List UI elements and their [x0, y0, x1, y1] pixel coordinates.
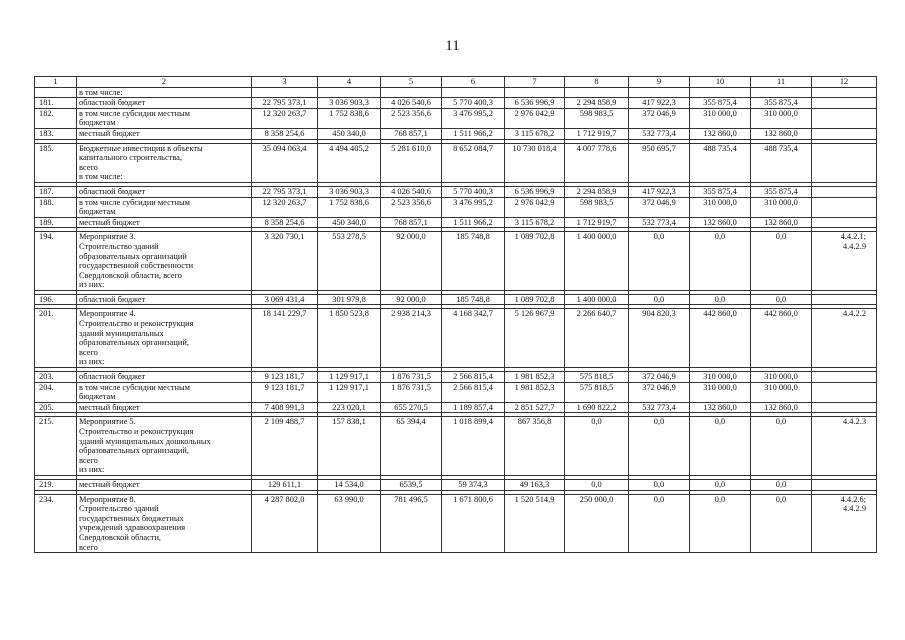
- row-name: местный бюджет: [77, 217, 252, 228]
- table-row: [35, 197, 877, 217]
- value-cell: 904 820,3: [629, 309, 690, 368]
- value-cell: 1 189 857,4: [442, 402, 505, 413]
- value-cell: 310 000,0: [690, 108, 751, 128]
- table-row: [35, 294, 877, 305]
- value-cell: [318, 87, 381, 98]
- value-cell: 8 358 254,6: [252, 128, 318, 139]
- value-cell: 450 340,0: [318, 128, 381, 139]
- value-cell: 553 278,5: [318, 232, 381, 291]
- table-row: [35, 143, 877, 182]
- value-cell: 4 287 802,0: [252, 494, 318, 553]
- value-cell: 0,0: [751, 294, 812, 305]
- value-cell: 250 000,0: [565, 494, 629, 553]
- column-header: 12: [812, 77, 877, 88]
- value-cell: 1 690 822,2: [565, 402, 629, 413]
- value-cell: 3 320 730,1: [252, 232, 318, 291]
- value-cell: 1 876 731,5: [381, 372, 442, 383]
- table-row: [35, 108, 877, 128]
- value-cell: 132 860,0: [751, 128, 812, 139]
- value-cell: 4 026 540,6: [381, 98, 442, 109]
- value-cell: 310 000,0: [751, 108, 812, 128]
- value-cell: 372 046,9: [629, 372, 690, 383]
- column-header: 7: [505, 77, 565, 88]
- page-number: 11: [445, 38, 460, 54]
- value-cell: 1 752 838,6: [318, 197, 381, 217]
- value-cell: 22 795 373,1: [252, 98, 318, 109]
- value-cell: 950 695,7: [629, 143, 690, 182]
- value-cell: 3 115 678,2: [505, 128, 565, 139]
- row-number: 189.: [35, 217, 77, 228]
- value-cell: 2 851 527,7: [505, 402, 565, 413]
- target-code: [812, 128, 877, 139]
- value-cell: 0,0: [629, 494, 690, 553]
- value-cell: 9 123 181,7: [252, 372, 318, 383]
- value-cell: 0,0: [690, 232, 751, 291]
- value-cell: 132 860,0: [751, 402, 812, 413]
- value-cell: 781 496,5: [381, 494, 442, 553]
- value-cell: 4 494 405,2: [318, 143, 381, 182]
- row-number: 196.: [35, 294, 77, 305]
- row-name: Мероприятие 5. Строительство и реконструкция зданий муниципальных дошкольных образовательных организаций, всего из них:: [77, 417, 252, 476]
- value-cell: 0,0: [629, 479, 690, 490]
- row-name: местный бюджет: [77, 402, 252, 413]
- row-name: в том числе:: [77, 87, 252, 98]
- value-cell: 18 141 229,7: [252, 309, 318, 368]
- value-cell: 0,0: [690, 417, 751, 476]
- value-cell: 310 000,0: [751, 197, 812, 217]
- value-cell: 355 875,4: [751, 98, 812, 109]
- table-row: [35, 217, 877, 228]
- value-cell: 532 773,4: [629, 217, 690, 228]
- target-code: [812, 197, 877, 217]
- value-cell: 1 981 852,3: [505, 382, 565, 402]
- row-number: 182.: [35, 108, 77, 128]
- value-cell: 4 007 778,6: [565, 143, 629, 182]
- table-row: [35, 98, 877, 109]
- target-code: [812, 479, 877, 490]
- value-cell: 2 938 214,3: [381, 309, 442, 368]
- value-cell: [751, 87, 812, 98]
- value-cell: 49 163,3: [505, 479, 565, 490]
- row-number: 194.: [35, 232, 77, 291]
- target-code: [812, 294, 877, 305]
- value-cell: 1 089 702,8: [505, 232, 565, 291]
- value-cell: [690, 87, 751, 98]
- table-header-row: [35, 77, 877, 88]
- value-cell: 1 018 899,4: [442, 417, 505, 476]
- value-cell: 1 520 514,9: [505, 494, 565, 553]
- value-cell: 0,0: [751, 479, 812, 490]
- value-cell: 488 735,4: [690, 143, 751, 182]
- value-cell: 65 394,4: [381, 417, 442, 476]
- table-row: [35, 417, 877, 476]
- value-cell: 372 046,9: [629, 108, 690, 128]
- row-number: 219.: [35, 479, 77, 490]
- target-code: [812, 372, 877, 383]
- row-number: 215.: [35, 417, 77, 476]
- value-cell: 417 922,3: [629, 186, 690, 197]
- row-name: Мероприятие 3. Строительство зданий образовательных организаций государственной собственности Свердловской области, всего из них:: [77, 232, 252, 291]
- row-number: 205.: [35, 402, 77, 413]
- value-cell: 310 000,0: [751, 372, 812, 383]
- value-cell: 488 735,4: [751, 143, 812, 182]
- value-cell: 2 109 488,7: [252, 417, 318, 476]
- table-row: [35, 382, 877, 402]
- row-name: местный бюджет: [77, 128, 252, 139]
- value-cell: 5 770 400,3: [442, 186, 505, 197]
- column-header: 10: [690, 77, 751, 88]
- target-code: 4.4.2.1; 4.4.2.9: [812, 232, 877, 291]
- value-cell: 132 860,0: [690, 128, 751, 139]
- value-cell: 2 976 042,9: [505, 197, 565, 217]
- value-cell: 768 857,1: [381, 217, 442, 228]
- value-cell: 1 981 852,3: [505, 372, 565, 383]
- value-cell: 92 000,0: [381, 232, 442, 291]
- column-header: 3: [252, 77, 318, 88]
- value-cell: 2 523 356,6: [381, 197, 442, 217]
- table-row: [35, 186, 877, 197]
- row-number: 204.: [35, 382, 77, 402]
- value-cell: 450 340,0: [318, 217, 381, 228]
- value-cell: 63 990,0: [318, 494, 381, 553]
- table-row: [35, 402, 877, 413]
- column-header: 2: [77, 77, 252, 88]
- target-code: 4.4.2.6; 4.4.2.9: [812, 494, 877, 553]
- row-name: Мероприятие 8. Строительство зданий государственных бюджетных учреждений здравоохранения Свердловской области, всего: [77, 494, 252, 553]
- column-header: 4: [318, 77, 381, 88]
- value-cell: [505, 87, 565, 98]
- value-cell: 655 270,5: [381, 402, 442, 413]
- value-cell: [442, 87, 505, 98]
- value-cell: 3 036 903,3: [318, 186, 381, 197]
- value-cell: 310 000,0: [690, 372, 751, 383]
- value-cell: 310 000,0: [690, 382, 751, 402]
- row-name: местный бюджет: [77, 479, 252, 490]
- row-name: в том числе субсидии местным бюджетам: [77, 197, 252, 217]
- value-cell: 1 129 917,1: [318, 382, 381, 402]
- value-cell: 0,0: [690, 494, 751, 553]
- value-cell: 417 922,3: [629, 98, 690, 109]
- value-cell: 0,0: [629, 294, 690, 305]
- value-cell: 8 358 254,6: [252, 217, 318, 228]
- row-number: 188.: [35, 197, 77, 217]
- value-cell: 1 089 702,8: [505, 294, 565, 305]
- value-cell: 1 712 919,7: [565, 217, 629, 228]
- value-cell: 372 046,9: [629, 197, 690, 217]
- target-code: [812, 108, 877, 128]
- target-code: 4.4.2.3: [812, 417, 877, 476]
- value-cell: 0,0: [565, 417, 629, 476]
- value-cell: 598 983,5: [565, 108, 629, 128]
- target-code: [812, 217, 877, 228]
- value-cell: 9 123 181,7: [252, 382, 318, 402]
- table-row: [35, 372, 877, 383]
- row-name: областной бюджет: [77, 372, 252, 383]
- column-header: 5: [381, 77, 442, 88]
- value-cell: 3 036 903,3: [318, 98, 381, 109]
- value-cell: 0,0: [751, 417, 812, 476]
- column-header: 6: [442, 77, 505, 88]
- value-cell: 92 000,0: [381, 294, 442, 305]
- value-cell: 3 476 995,2: [442, 108, 505, 128]
- value-cell: 8 652 084,7: [442, 143, 505, 182]
- value-cell: 35 094 063,4: [252, 143, 318, 182]
- value-cell: 3 476 995,2: [442, 197, 505, 217]
- row-name: в том числе субсидии местным бюджетам: [77, 108, 252, 128]
- row-name: областной бюджет: [77, 98, 252, 109]
- target-code: [812, 402, 877, 413]
- target-code: [812, 143, 877, 182]
- value-cell: 0,0: [565, 479, 629, 490]
- value-cell: 2 294 858,9: [565, 98, 629, 109]
- value-cell: 12 320 263,7: [252, 197, 318, 217]
- value-cell: 0,0: [690, 294, 751, 305]
- row-name: областной бюджет: [77, 294, 252, 305]
- value-cell: 768 857,1: [381, 128, 442, 139]
- target-code: 4.4.2.2: [812, 309, 877, 368]
- value-cell: [629, 87, 690, 98]
- value-cell: 301 979,8: [318, 294, 381, 305]
- value-cell: 5 281 610,0: [381, 143, 442, 182]
- value-cell: 12 320 263,7: [252, 108, 318, 128]
- value-cell: 1 876 731,5: [381, 382, 442, 402]
- value-cell: 6 536 996,9: [505, 98, 565, 109]
- row-number: 203.: [35, 372, 77, 383]
- value-cell: 4 026 540,6: [381, 186, 442, 197]
- value-cell: 575 818,5: [565, 372, 629, 383]
- row-number: 234.: [35, 494, 77, 553]
- value-cell: 22 795 373,1: [252, 186, 318, 197]
- budget-table: [34, 76, 877, 553]
- value-cell: 132 860,0: [751, 217, 812, 228]
- value-cell: 7 408 991,3: [252, 402, 318, 413]
- value-cell: 10 730 018,4: [505, 143, 565, 182]
- value-cell: 1 129 917,1: [318, 372, 381, 383]
- value-cell: 129 611,1: [252, 479, 318, 490]
- value-cell: 0,0: [751, 232, 812, 291]
- value-cell: 532 773,4: [629, 402, 690, 413]
- target-code: [812, 87, 877, 98]
- value-cell: 132 860,0: [690, 217, 751, 228]
- value-cell: 1 400 000,0: [565, 294, 629, 305]
- value-cell: 867 356,8: [505, 417, 565, 476]
- table-row: [35, 128, 877, 139]
- row-number: 183.: [35, 128, 77, 139]
- value-cell: 2 566 815,4: [442, 372, 505, 383]
- value-cell: 442 860,0: [690, 309, 751, 368]
- value-cell: 185 748,8: [442, 232, 505, 291]
- value-cell: 2 976 042,9: [505, 108, 565, 128]
- table-row: [35, 494, 877, 553]
- value-cell: 2 294 858,9: [565, 186, 629, 197]
- table-row: [35, 479, 877, 490]
- table-row: [35, 87, 877, 98]
- value-cell: 0,0: [629, 417, 690, 476]
- row-number: 181.: [35, 98, 77, 109]
- row-name: Бюджетные инвестиции в объекты капитального строительства, всего в том числе:: [77, 143, 252, 182]
- value-cell: 355 875,4: [751, 186, 812, 197]
- row-number: 185.: [35, 143, 77, 182]
- value-cell: 575 818,5: [565, 382, 629, 402]
- value-cell: 1 511 966,2: [442, 217, 505, 228]
- value-cell: 2 266 640,7: [565, 309, 629, 368]
- value-cell: 355 875,4: [690, 98, 751, 109]
- value-cell: 59 374,3: [442, 479, 505, 490]
- value-cell: [565, 87, 629, 98]
- value-cell: 355 875,4: [690, 186, 751, 197]
- row-number: [35, 87, 77, 98]
- target-code: [812, 186, 877, 197]
- column-header: 1: [35, 77, 77, 88]
- value-cell: 1 752 838,6: [318, 108, 381, 128]
- value-cell: 1 671 800,6: [442, 494, 505, 553]
- value-cell: 0,0: [751, 494, 812, 553]
- row-number: 187.: [35, 186, 77, 197]
- table-row: [35, 232, 877, 291]
- table-row: [35, 309, 877, 368]
- value-cell: 132 860,0: [690, 402, 751, 413]
- value-cell: 1 511 966,2: [442, 128, 505, 139]
- row-name: Мероприятие 4. Строительство и реконструкция зданий муниципальных образовательных организаций, всего из них:: [77, 309, 252, 368]
- value-cell: 2 523 356,6: [381, 108, 442, 128]
- value-cell: 310 000,0: [751, 382, 812, 402]
- value-cell: 3 115 678,2: [505, 217, 565, 228]
- value-cell: 5 770 400,3: [442, 98, 505, 109]
- value-cell: [252, 87, 318, 98]
- column-header: 9: [629, 77, 690, 88]
- value-cell: 1 712 919,7: [565, 128, 629, 139]
- column-header: 11: [751, 77, 812, 88]
- column-header: 8: [565, 77, 629, 88]
- value-cell: 0,0: [690, 479, 751, 490]
- value-cell: 185 748,8: [442, 294, 505, 305]
- value-cell: 532 773,4: [629, 128, 690, 139]
- value-cell: 310 000,0: [690, 197, 751, 217]
- value-cell: 372 046,9: [629, 382, 690, 402]
- row-name: в том числе субсидии местным бюджетам: [77, 382, 252, 402]
- value-cell: 1 400 000,0: [565, 232, 629, 291]
- row-number: 201.: [35, 309, 77, 368]
- value-cell: 5 126 967,9: [505, 309, 565, 368]
- value-cell: 1 850 523,8: [318, 309, 381, 368]
- value-cell: 2 566 815,4: [442, 382, 505, 402]
- value-cell: [381, 87, 442, 98]
- value-cell: 223 020,1: [318, 402, 381, 413]
- value-cell: 0,0: [629, 232, 690, 291]
- value-cell: 14 534,0: [318, 479, 381, 490]
- value-cell: 598 983,5: [565, 197, 629, 217]
- value-cell: 442 860,0: [751, 309, 812, 368]
- value-cell: 4 168 342,7: [442, 309, 505, 368]
- row-name: областной бюджет: [77, 186, 252, 197]
- value-cell: 6 536 996,9: [505, 186, 565, 197]
- value-cell: 3 069 431,4: [252, 294, 318, 305]
- value-cell: 157 838,1: [318, 417, 381, 476]
- target-code: [812, 98, 877, 109]
- value-cell: 6539,5: [381, 479, 442, 490]
- target-code: [812, 382, 877, 402]
